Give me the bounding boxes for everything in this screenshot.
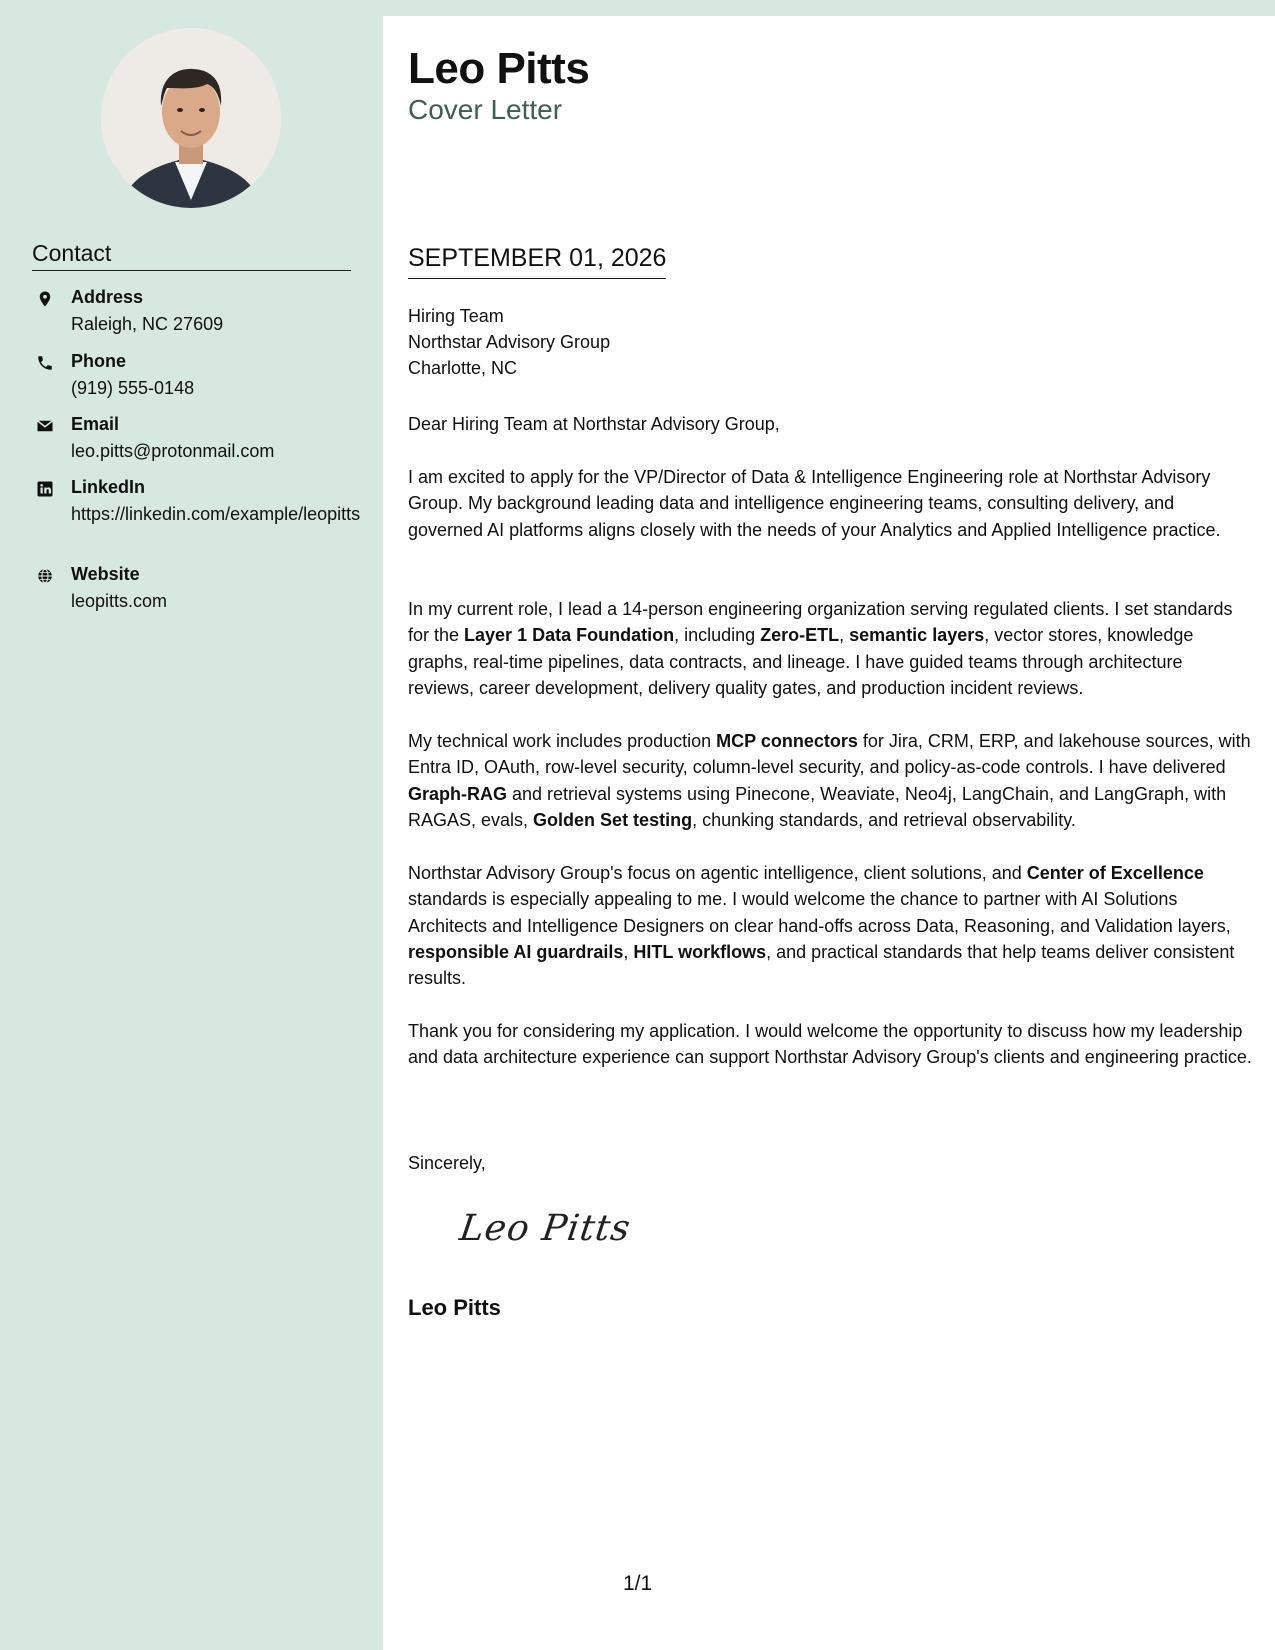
bold-term: semantic layers [849,625,985,646]
text-run: standards is especially appealing to me. I would welcome the chance to partner with AI Solutions Architects and Intelligence Designers on clear hand-offs across Data, Reasoning, and Validation layers, [408,889,1231,936]
signature-image: Leo Pitts [457,1208,634,1249]
letter-date: SEPTEMBER 01, 2026 [408,244,666,279]
contact-linkedin-label: LinkedIn [71,477,146,497]
contact-website-value[interactable]: leopitts.com [71,591,168,611]
recipient-line: Charlotte, NC [408,358,518,378]
phone-icon [36,354,56,374]
recipient-block [408,303,610,381]
text-run: , chunking standards, and retrieval observability. [692,809,1076,830]
map-pin-icon [36,290,56,310]
salutation: Dear Hiring Team at Northstar Advisory Group, [408,414,780,434]
bold-term: Golden Set testing [533,809,693,830]
linkedin-icon [36,480,56,500]
contact-phone-label: Phone [71,351,127,371]
text-run: In my current role, I lead a 14-person engineering organization serving regulated clients. I set standards for the [408,599,1233,646]
contact-website-label: Website [71,564,140,584]
text-run: , vector stores, knowledge graphs, real-time pipelines, data contracts, and lineage. I have guided teams through architecture reviews, career development, delivery quality gates, and production incident reviews. [408,625,1194,698]
text-run: , and practical standards that help teams deliver consistent results. [408,941,1235,989]
contact-linkedin-value[interactable]: https://linkedin.com/example/leopitts [71,504,361,524]
text-run: and retrieval systems using Pinecone, Weaviate, Neo4j, LangChain, and LangGraph, with RAGAS, evals, [408,783,1227,830]
globe-icon [36,567,56,587]
paragraph-4 [408,860,1253,991]
contact-email-label: Email [71,414,120,434]
bold-term: MCP connectors [716,731,858,751]
bold-term: responsible AI guardrails [408,941,624,962]
text-run: My technical work includes production [408,731,717,751]
paragraph-3 [408,728,1253,833]
text-run: for Jira, CRM, ERP, and lakehouse sources, with Entra ID, OAuth, row-level security, column-level security, and policy-as-code controls. I have delivered [408,731,1251,778]
profile-photo [101,28,281,208]
text-run: , [623,941,634,962]
page-number: 1/1 [623,1572,653,1595]
contact-phone-value: (919) 555-0148 [71,378,195,398]
contact-address-value: Raleigh, NC 27609 [71,314,224,334]
applicant-name: Leo Pitts [408,44,590,93]
contact-address-label: Address [71,287,144,307]
signature-name: Leo Pitts [408,1295,501,1320]
top-strip [383,0,1275,16]
contact-heading: Contact [32,240,351,271]
paragraph-2 [408,596,1253,701]
paragraph-5: Thank you for considering my application. I would welcome the opportunity to discuss how my leadership and data architecture experience can support Northstar Advisory Group's clients and engineering practice. [408,1021,1252,1068]
text-run: , including [674,625,761,646]
bold-term: Center of Excellence [1026,863,1204,883]
text-run: , [839,625,850,646]
envelope-icon [36,417,56,437]
bold-term: HITL workflows [633,941,767,962]
text-run: Northstar Advisory Group's focus on agentic intelligence, client solutions, and [408,863,1027,883]
document-subtitle: Cover Letter [408,94,563,125]
paragraph-1: I am excited to apply for the VP/Director of Data & Intelligence Engineering role at Northstar Advisory Group. My background leading data and intelligence engineering teams, consulting delivery, and governed AI platforms aligns closely with the needs of your Analytics and Applied Intelligence practice. [408,467,1221,540]
recipient-line: Northstar Advisory Group [408,332,611,352]
contact-email-value[interactable]: leo.pitts@protonmail.com [71,441,275,461]
bold-term: Zero-ETL [760,625,840,646]
closing: Sincerely, [408,1153,486,1173]
bold-term: Graph-RAG [408,783,507,804]
bold-term: Layer 1 Data Foundation [464,625,675,646]
recipient-line: Hiring Team [408,306,504,326]
